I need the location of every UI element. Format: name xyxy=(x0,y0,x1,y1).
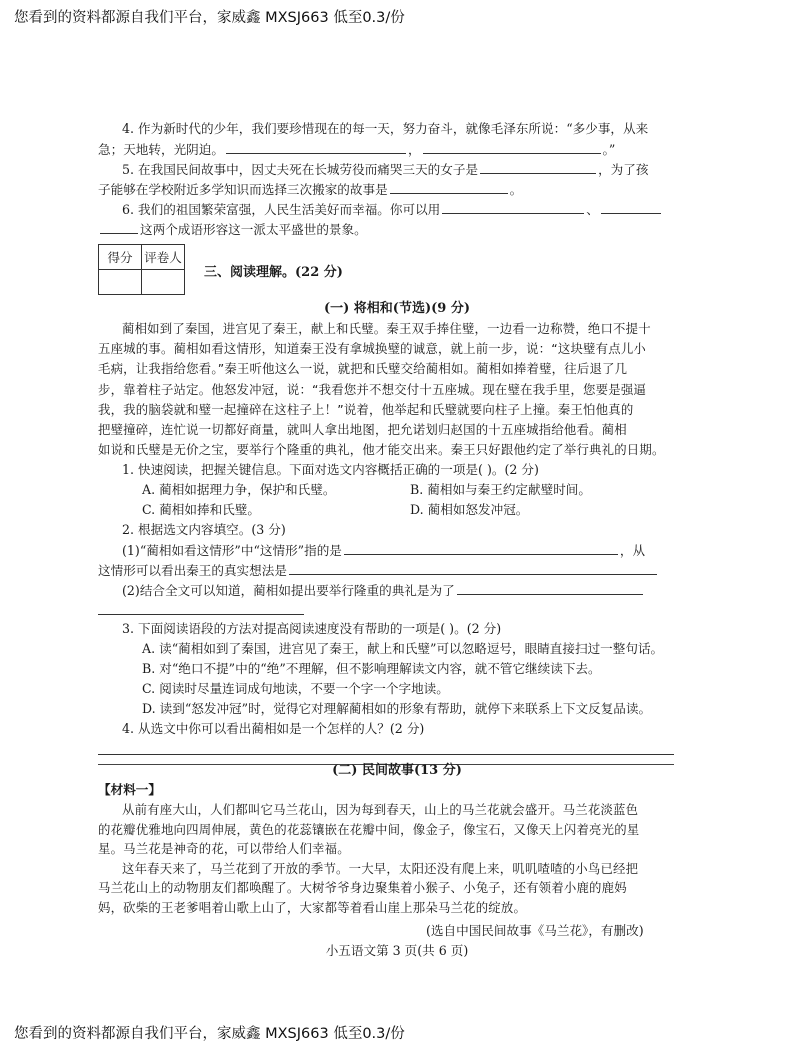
r1-q2-2-blank-1[interactable] xyxy=(457,581,643,595)
q4-line2 xyxy=(98,140,615,159)
passage-line: 妈，砍柴的王老爹唱着山歌上山了，大家都等着看山崖上那朵马兰花的绽放。 xyxy=(98,899,527,915)
r1-q2-1-end: ，从 xyxy=(619,543,646,558)
r1-q2-2-blank-2[interactable] xyxy=(98,614,304,615)
r1-q2-1-blank-2[interactable] xyxy=(289,561,657,575)
passage-line: 毛病，让我指给您看。”秦王听他这么一说，就把和氏璧交给蔺相如。蔺相如捧着璧，往后退了几 xyxy=(98,361,628,377)
q6-blank-1[interactable] xyxy=(442,200,584,214)
r1-q2-2-line1 xyxy=(122,581,645,600)
passage-line: 五座城的事。蔺相如看这情形，知道秦王没有拿城换璧的诚意，就上前一步，说：“这块璧有点儿小 xyxy=(98,341,647,357)
section3-title: 三、阅读理解。(22 分) xyxy=(204,265,343,280)
r1-q3: 3. 下面阅读语段的方法对提高阅读速度没有帮助的一项是( )。(2 分) xyxy=(122,621,502,636)
r1-q1: 1. 快速阅读，把握关键信息。下面对选文内容概括正确的一项是( )。(2 分) xyxy=(122,462,539,477)
r1-q2-1-line1 xyxy=(122,541,645,560)
r1-q3-option-b[interactable]: B. 对“绝口不提”中的“绝”不理解，但不影响理解读文内容，就不管它继续读下去。 xyxy=(142,661,601,676)
passage-line: 步，靠着柱子站定。他怒发冲冠，说：“我看您并不想交付十五座城。现在璧在我手里，您要是强逼 xyxy=(98,381,647,397)
q4-blank-2[interactable] xyxy=(423,140,601,154)
r1-q3-option-d[interactable]: D. 读到“怒发冲冠”时，觉得它对理解蔺相如的形象有帮助，就停下来联系上下文反复品读。 xyxy=(142,701,652,716)
q6-line2-text: 这两个成语形容这一派太平盛世的景象。 xyxy=(140,222,367,237)
r1-q2: 2. 根据选文内容填空。(3 分) xyxy=(122,522,286,537)
reading2-source: (选自中国民间故事《马兰花》，有删改) xyxy=(426,923,644,938)
r1-q4-answer-line[interactable] xyxy=(98,754,674,755)
q5-line2-text: 子能够在学校附近多学知识而选择三次搬家的故事是 xyxy=(98,182,388,197)
score-box xyxy=(98,244,185,295)
r1-q2-1-text: (1)“蔺相如看这情形”中“这情形”指的是 xyxy=(122,543,342,558)
q6-line1 xyxy=(122,200,663,219)
q4-line1: 4. 作为新时代的少年，我们要珍惜现在的每一天，努力奋斗，就像毛泽东所说：“多少事，从来 xyxy=(122,121,649,136)
watermark-banner-top: 您看到的资料都源自我们平台，家威鑫 MXSJ663 低至0.3/份 xyxy=(14,10,405,26)
r1-q1-option-c[interactable]: C. 蔺相如捧和氏璧。 xyxy=(142,502,260,517)
q5-line2-end: 。 xyxy=(509,182,523,197)
passage-line: 的花瓣优雅地向四周伸展，黄色的花蕊镶嵌在花瓣中间，像金子，像宝石，又像天上闪着亮光的星 xyxy=(98,821,640,837)
q5-line1 xyxy=(122,160,648,179)
grader-label: 评卷人 xyxy=(142,245,185,270)
passage-line: 星。马兰花是神奇的花，可以带给人们幸福。 xyxy=(98,841,350,856)
reading2-title: (二) 民间故事(13 分) xyxy=(332,763,462,778)
q5-line2 xyxy=(98,180,522,199)
q4-blank-1[interactable] xyxy=(226,140,406,154)
passage-line: 蔺相如到了秦国，进宫见了秦王，献上和氏璧。秦王双手捧住璧，一边看一边称赞，绝口不提十 xyxy=(122,321,651,336)
q6-blank-2[interactable] xyxy=(601,200,661,214)
q6-sep: 、 xyxy=(586,202,599,217)
q5-blank-1[interactable] xyxy=(480,160,596,174)
passage-line: 这年春天来了，马兰花到了开放的季节。一大早，太阳还没有爬上来，叽叽喳喳的小鸟已经把 xyxy=(122,860,639,876)
r1-q4: 4. 从选文中你可以看出蔺相如是一个怎样的人？(2 分) xyxy=(122,721,425,736)
score-cell[interactable] xyxy=(99,270,142,295)
q4-line2-start: 急；天地转，光阴迫。 xyxy=(98,142,224,157)
score-label: 得分 xyxy=(99,245,142,270)
q5-line1-end: ，为了孩 xyxy=(598,162,649,177)
watermark-banner-bottom: 您看到的资料都源自我们平台，家威鑫 MXSJ663 低至0.3/份 xyxy=(14,1026,405,1042)
passage-line: 从前有座大山，人们都叫它马兰花山，因为每到春天，山上的马兰花就会盛开。马兰花淡蓝色 xyxy=(122,802,639,817)
passage-line: 如说和氏璧是无价之宝，要举行个隆重的典礼，他才能交出来。秦王只好跟他约定了举行典礼的日期。 xyxy=(98,442,665,458)
q5-blank-2[interactable] xyxy=(390,180,508,194)
q6-line2 xyxy=(98,220,367,239)
passage-line: 我，我的脑袋就和璧一起撞碎在这柱子上！”说着，他举起和氏璧就要向柱子上撞。秦王怕他真的 xyxy=(98,401,634,417)
q6-line1-text: 6. 我们的祖国繁荣富强，人民生活美好而幸福。你可以用 xyxy=(122,202,441,217)
r1-q1-option-d[interactable]: D. 蔺相如怒发冲冠。 xyxy=(410,502,529,517)
r1-q2-1-line2-text: 这情形可以看出秦王的真实想法是 xyxy=(98,563,287,578)
passage-line: 把璧撞碎，连忙说一切都好商量，就叫人拿出地图，把允诺划归赵国的十五座城指给他看。蔺相 xyxy=(98,422,627,437)
q6-blank-2-cont[interactable] xyxy=(100,220,138,234)
q5-line1-text: 5. 在我国民间故事中，因丈夫死在长城劳役而痛哭三天的女子是 xyxy=(122,162,479,177)
r1-q2-2-text: (2)结合全文可以知道，蔺相如提出要举行隆重的典礼是为了 xyxy=(122,583,455,598)
r1-q3-option-c[interactable]: C. 阅读时尽量连词成句地读，不要一个字一个字地读。 xyxy=(142,681,449,696)
r1-q1-option-a[interactable]: A. 蔺相如据理力争，保护和氏璧。 xyxy=(142,482,336,497)
r1-q1-option-b[interactable]: B. 蔺相如与秦王约定献璧时间。 xyxy=(410,482,591,497)
r1-q3-option-a[interactable]: A. 读“蔺相如到了秦国，进宫见了秦王，献上和氏璧”可以忽略逗号，眼睛直接扫过一整句话。 xyxy=(142,641,664,656)
reading1-title: (一) 将相和(节选)(9 分) xyxy=(323,301,470,316)
q4-line2-end: 。” xyxy=(602,142,616,157)
page-number: 小五语文第 3 页(共 6 页) xyxy=(325,943,469,958)
passage-line: 马兰花山上的动物朋友们都唤醒了。大树爷爷身边聚集着小猴子、小兔子，还有领着小鹿的鹿妈 xyxy=(98,880,627,895)
q4-comma: ， xyxy=(407,142,421,157)
r1-q2-1-blank-1[interactable] xyxy=(344,541,618,555)
r1-q2-1-line2 xyxy=(98,561,659,580)
grader-cell[interactable] xyxy=(142,270,185,295)
material-label: 【材料一】 xyxy=(98,782,161,797)
